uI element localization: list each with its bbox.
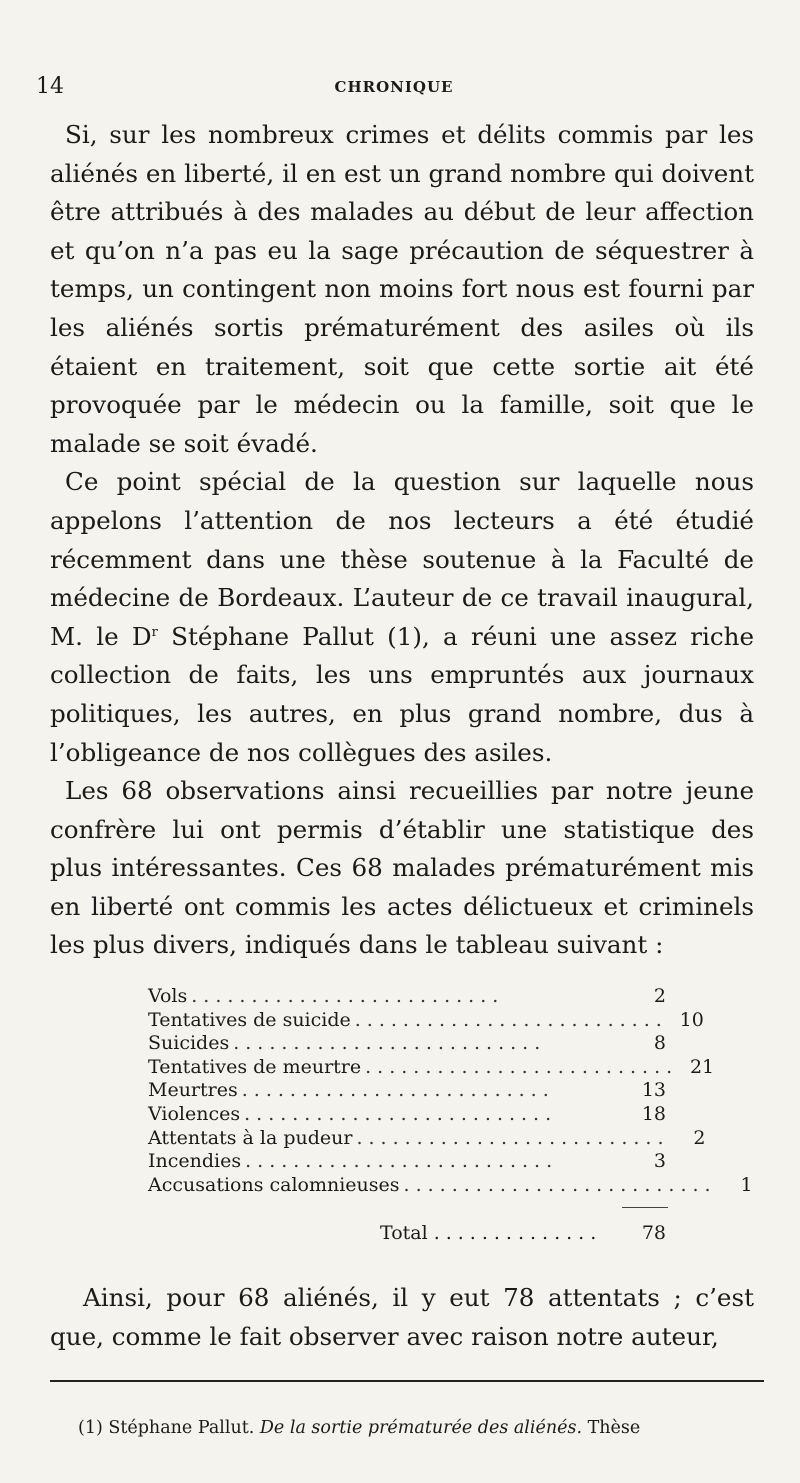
paragraph-2-part-2: Stéphane Pallut (1), a réuni une assez riche collection de faits, les uns empruntés aux journaux politiques, les autres, en plus grand nombre, dus à l’obligeance de nos collègues des asiles. bbox=[50, 621, 755, 767]
leader-dots: .......................... bbox=[356, 1126, 670, 1149]
running-title: CHRONIQUE bbox=[334, 78, 454, 96]
doctor-superscript: r bbox=[151, 624, 158, 640]
row-label: Accusations calomnieuses bbox=[148, 1173, 400, 1196]
paragraph-4: Ainsi, pour 68 aliénés, il y eut 78 attentats ; c’est que, comme le fait observer avec raison notre auteur, bbox=[50, 1283, 754, 1351]
table-row bbox=[148, 985, 668, 1009]
page-header bbox=[36, 74, 752, 104]
table-row bbox=[148, 1079, 668, 1103]
row-value: 2 bbox=[693, 1126, 706, 1149]
row-value: 3 bbox=[653, 1150, 666, 1173]
conclusion-text bbox=[50, 1279, 754, 1356]
footnote bbox=[78, 1418, 778, 1438]
leader-dots: .......................... bbox=[365, 1055, 679, 1078]
row-label: Violences bbox=[148, 1102, 241, 1125]
row-label: Incendies bbox=[148, 1150, 242, 1173]
paragraph-1: Si, sur les nombreux crimes et délits commis par les aliénés en liberté, il en est un grand nombre qui doivent être attribués à des malades au début de leur affection et qu’on n’a pas eu la sage précaution de séquestrer à temps, un contingent non moins fort nous est fourni par les aliénés sortis prématurément des asiles où ils étaient en traitement, soit que cette sortie ait été provoquée par le médecin ou la famille, soit que le malade se soit évadé. bbox=[50, 120, 754, 458]
paragraph-2-part-1: Ce point spécial de la question sur laquelle nous appelons l’attention de nos lecteurs a été étudié récemment dans une thèse soutenue à la Faculté de médecine de Bordeaux. L’auteur de ce travail inaugural, M. le D bbox=[50, 467, 754, 651]
total-value: 78 bbox=[641, 1222, 666, 1244]
row-label: Vols bbox=[148, 985, 188, 1007]
row-value: 2 bbox=[653, 985, 666, 1007]
leader-dots: .......................... bbox=[354, 1008, 668, 1031]
row-value: 21 bbox=[689, 1055, 715, 1078]
row-label: Suicides bbox=[148, 1032, 230, 1055]
leader-dots: .......................... bbox=[403, 1173, 717, 1196]
paragraph-2 bbox=[50, 463, 754, 772]
row-label: Tentatives de suicide bbox=[148, 1008, 351, 1031]
leader-dots: .......................... bbox=[241, 1079, 555, 1102]
leader-dots: .......................... bbox=[191, 985, 505, 1007]
leader-dots: .......................... bbox=[244, 1102, 558, 1125]
footnote-tail: Thèse bbox=[587, 1418, 641, 1438]
footnote-title: De la sortie prématurée des aliénés. bbox=[259, 1418, 583, 1438]
row-label: Meurtres bbox=[148, 1079, 238, 1102]
table-row bbox=[148, 1032, 668, 1056]
row-label: Tentatives de meurtre bbox=[148, 1055, 362, 1078]
total-row bbox=[380, 1222, 668, 1244]
table-row bbox=[148, 1173, 753, 1198]
table-row bbox=[148, 1150, 668, 1174]
row-value: 10 bbox=[679, 1008, 704, 1031]
leader-dots: .......................... bbox=[245, 1150, 559, 1173]
table-row bbox=[148, 1126, 706, 1151]
row-value: 8 bbox=[653, 1032, 666, 1055]
row-value: 18 bbox=[641, 1102, 666, 1125]
total-rule bbox=[622, 1207, 668, 1208]
footnote-divider bbox=[50, 1380, 764, 1382]
leader-dots: .............. bbox=[433, 1222, 603, 1244]
row-label: Attentats à la pudeur bbox=[148, 1126, 353, 1149]
body-text bbox=[50, 116, 754, 965]
table-row bbox=[148, 1055, 715, 1080]
offences-table bbox=[148, 985, 753, 1197]
table-row bbox=[148, 1103, 668, 1127]
table-row bbox=[148, 1008, 704, 1033]
row-value: 1 bbox=[740, 1173, 753, 1196]
page-number: 14 bbox=[36, 74, 64, 99]
row-value: 13 bbox=[641, 1079, 666, 1102]
paragraph-3: Les 68 observations ainsi recueillies par notre jeune confrère lui ont permis d’établir une statistique des plus intéressantes. Ces 68 malades prématurément mis en liberté ont commis les actes délictueux et criminels les plus divers, indiqués dans le tableau suivant : bbox=[50, 776, 754, 960]
footnote-marker: (1) Stéphane Pallut. bbox=[78, 1418, 255, 1438]
total-label: Total bbox=[380, 1222, 428, 1244]
leader-dots: .......................... bbox=[233, 1032, 547, 1055]
